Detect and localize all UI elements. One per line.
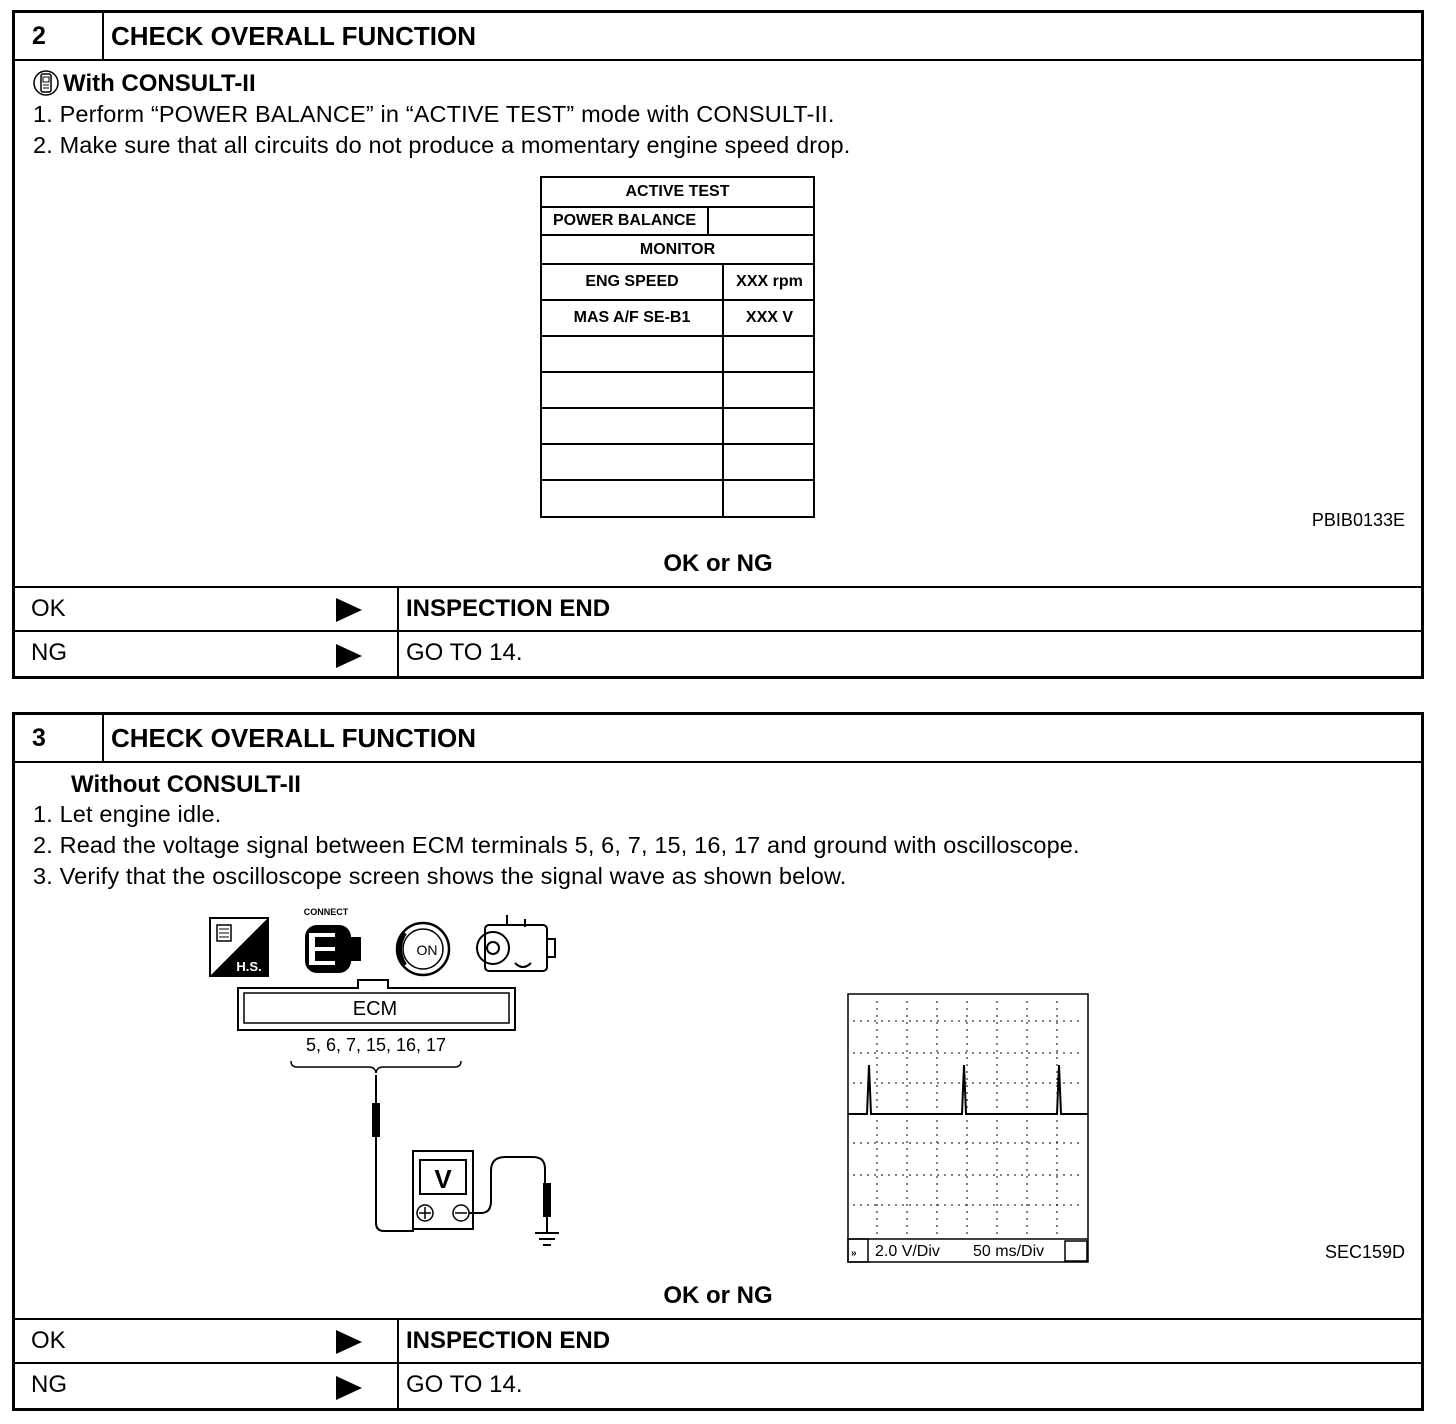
instruction-line: 2. Read the voltage signal between ECM terminals 5, 6, 7, 15, 16, 17 and ground with oscilloscope. [33,832,1080,858]
consult-heading [71,771,301,799]
step-title: CHECK OVERALL FUNCTION [111,723,476,753]
ecm-terminals: 5, 6, 7, 15, 16, 17 [305,1035,447,1055]
active-test-screen [540,176,815,518]
engine-running-icon [477,915,555,971]
result-action: INSPECTION END [406,1327,611,1354]
result-action: GO TO 14. [406,1371,523,1398]
ground-icon [535,1233,559,1245]
scope-time-div: 50 ms/Div [973,1243,1045,1260]
voltmeter-label: V [434,1164,452,1194]
voltmeter [413,1151,473,1229]
step-body [15,61,1421,676]
connector-connect-icon [304,907,361,973]
scope-mode-icon: » [851,1248,857,1259]
step-number: 3 [15,715,104,761]
monitor-value: XXX V [745,309,794,326]
step-2-block [12,10,1424,679]
monitor-row-empty [542,445,813,481]
instruction-line: 1. Perform “POWER BALANCE” in “ACTIVE TEST” mode with CONSULT-II. [33,101,835,127]
monitor-row [542,301,813,337]
ecm-measurement-diagram [205,903,565,1253]
result-action: INSPECTION END [406,595,611,622]
figure-ref: SEC159D [1324,1242,1405,1262]
step-number: 2 [15,13,104,59]
step-title: CHECK OVERALL FUNCTION [111,21,476,51]
step-header [15,715,1421,763]
figure-ref: PBIB0133E [1311,510,1405,530]
instruction-line: 3. Verify that the oscilloscope screen shows the signal wave as shown below. [33,863,847,889]
result-row-ok [15,586,1421,630]
monitor-name: ENG SPEED [542,265,724,299]
connect-label: CONNECT [303,907,349,917]
monitor-row-empty [542,373,813,409]
arrow-right-icon [336,598,362,622]
arrow-right-icon [336,1376,362,1400]
ok-or-ng: OK or NG [663,1282,773,1309]
monitor-row-empty [542,409,813,445]
screen-item-row [542,208,813,236]
arrow-right-icon [336,1330,362,1354]
oscilloscope-screen [847,993,1093,1269]
consult-heading [33,69,256,98]
step-header [15,13,1421,61]
consult-label: Without CONSULT-II [71,771,301,798]
hs-tool-icon [210,918,268,976]
result-row-ok [15,1318,1421,1362]
hs-label: H.S. [236,959,262,974]
step-3-block [12,712,1424,1411]
monitor-row [542,265,813,301]
ignition-on-icon [397,923,449,975]
ok-or-ng: OK or NG [663,550,773,577]
result-action: GO TO 14. [406,639,523,666]
instruction-line: 2. Make sure that all circuits do not produce a momentary engine speed drop. [33,132,851,158]
scope-volt-div: 2.0 V/Div [875,1243,940,1260]
monitor-row-empty [542,481,813,516]
result-label: OK [31,1327,66,1354]
ecm-connector [238,980,515,1030]
result-row-ng [15,1362,1421,1408]
result-label: NG [31,639,67,666]
result-label: NG [31,1371,67,1398]
consult-ii-icon [33,69,59,97]
screen-title: ACTIVE TEST [542,178,813,208]
screen-monitor-label: MONITOR [542,236,813,265]
monitor-name: MAS A/F SE-B1 [542,301,724,335]
result-row-ng [15,630,1421,676]
ecm-label: ECM [352,998,398,1020]
instruction-line: 1. Let engine idle. [33,801,222,827]
monitor-value: XXX rpm [736,273,803,290]
monitor-row-empty [542,337,813,373]
step-body [15,763,1421,1408]
screen-item: POWER BALANCE [542,208,709,234]
on-label: ON [416,942,438,958]
terminal-brace [291,1061,461,1073]
result-label: OK [31,595,66,622]
consult-label: With CONSULT-II [63,70,256,97]
arrow-right-icon [336,644,362,668]
